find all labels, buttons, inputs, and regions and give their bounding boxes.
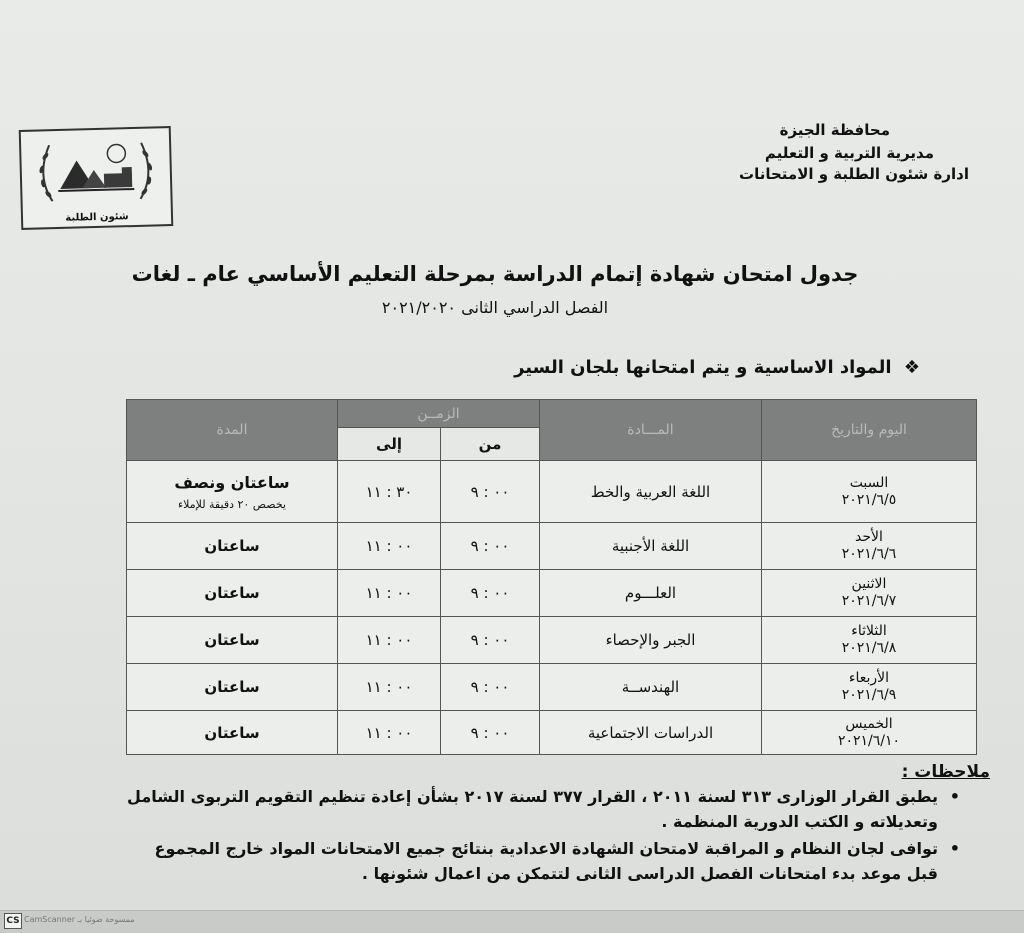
department-logo (19, 126, 174, 230)
logo-caption: شئون الطلبة (65, 211, 129, 224)
directorate-label: مديرية التربية و التعليم (764, 144, 934, 162)
duration-cell (127, 461, 338, 523)
subject-cell: اللغة العربية والخط (540, 461, 762, 523)
notes-heading: ملاحظات : (901, 762, 990, 782)
semester-subtitle: الفصل الدراسي الثانى ٢٠٢١/٢٠٢٠ (381, 298, 609, 317)
notes-list (120, 784, 960, 888)
duration-cell: ساعتان (127, 711, 338, 755)
duration-cell: ساعتان (127, 617, 338, 664)
dictation-note: يخصص ٢٠ دقيقة للإملاء (178, 497, 286, 511)
exam-date: ٢٠٢١/٦/٥ (841, 491, 897, 508)
scanner-watermark-text: CamScanner ممسوحة ضوئيا بـ (24, 915, 135, 924)
table-row (127, 523, 977, 570)
time-from-cell: ٠٠ : ٩ (441, 711, 540, 755)
day-name: الأحد (855, 529, 883, 545)
table-row (127, 570, 977, 617)
header-to: إلى (338, 428, 441, 461)
time-from-cell: ٠٠ : ٩ (441, 664, 540, 711)
bullet-dot-icon: • (949, 787, 960, 806)
subject-cell: الجبر والإحصاء (540, 617, 762, 664)
subject-group-text: المواد الاساسية و يتم امتحانها بلجان السير (514, 357, 892, 378)
time-from-cell: ٠٠ : ٩ (441, 461, 540, 523)
time-from-cell: ٠٠ : ٩ (441, 523, 540, 570)
subject-cell: الهندســة (540, 664, 762, 711)
bullet-dot-icon: • (949, 839, 960, 858)
header-subject: المـــادة (540, 400, 762, 461)
day-date-cell (762, 664, 977, 711)
camscanner-icon: CS (4, 913, 22, 929)
day-date-cell (762, 570, 977, 617)
time-to-cell: ٠٠ : ١١ (338, 617, 441, 664)
subject-group-heading (514, 357, 920, 378)
header-day-date: اليوم والتاريخ (762, 400, 977, 461)
day-name: الخميس (845, 715, 893, 732)
exam-date: ٢٠٢١/٦/٩ (841, 687, 897, 703)
document-title: جدول امتحان شهادة إتمام الدراسة بمرحلة التعليم الأساسي عام ـ لغات (131, 262, 859, 286)
diamond-bullet-icon: ❖ (903, 357, 920, 378)
note-text: يطبق القرار الوزارى ٣١٣ لسنة ٢٠١١ ، القرار ٣٧٧ لسنة ٢٠١٧ بشأن إعادة تنظيم التقويم التربوى الشامل وتعديلاته و الكتب الدورية المنظمة . (127, 787, 938, 831)
time-to-cell: ٠٠ : ١١ (338, 570, 441, 617)
subject-cell: الدراسات الاجتماعية (540, 711, 762, 755)
department-label: ادارة شئون الطلبة و الامتحانات (739, 165, 969, 183)
duration-cell: ساعتان (127, 664, 338, 711)
list-item (120, 784, 960, 834)
time-from-cell: ٠٠ : ٩ (441, 617, 540, 664)
day-name: الثلاثاء (851, 623, 887, 639)
day-date-cell (762, 523, 977, 570)
day-name: الأربعاء (848, 670, 890, 686)
time-to-cell: ٠٠ : ١١ (338, 664, 441, 711)
time-to-cell: ٣٠ : ١١ (338, 461, 441, 523)
subject-cell: العلـــوم (540, 570, 762, 617)
scanner-footer (0, 910, 1024, 933)
exam-date: ٢٠٢١/٦/٨ (841, 640, 897, 656)
day-name: الاثنين (851, 576, 887, 592)
header-time: الزمــن (338, 400, 540, 428)
list-item (120, 836, 960, 886)
exam-date: ٢٠٢١/٦/٦ (841, 546, 897, 562)
exam-date: ٢٠٢١/٦/٧ (841, 593, 897, 609)
logo-emblem-icon (21, 128, 171, 212)
governorate-label: محافظة الجيزة (779, 121, 890, 139)
header-from: من (441, 428, 540, 461)
note-text: توافى لجان النظام و المراقبة لامتحان الشهادة الاعدادية بنتائج جميع الامتحانات المواد خارج المجموع قبل موعد بدء امتحانات الفصل الدراسى الثانى لتتمكن من اعمال شئونها . (154, 839, 938, 883)
table-row (127, 461, 977, 523)
day-date-cell (762, 461, 977, 523)
exam-date: ٢٠٢١/٦/١٠ (837, 732, 901, 749)
day-name: السبت (849, 474, 889, 491)
duration-cell: ساعتان (127, 523, 338, 570)
table-row (127, 711, 977, 755)
table-row (127, 617, 977, 664)
table-row (127, 664, 977, 711)
time-to-cell: ٠٠ : ١١ (338, 711, 441, 755)
time-to-cell: ٠٠ : ١١ (338, 523, 441, 570)
header-duration: المدة (127, 400, 338, 461)
subject-cell: اللغة الأجنبية (540, 523, 762, 570)
time-from-cell: ٠٠ : ٩ (441, 570, 540, 617)
duration-cell: ساعتان (127, 570, 338, 617)
day-date-cell (762, 617, 977, 664)
day-date-cell (762, 711, 977, 755)
exam-schedule-table (126, 399, 977, 755)
duration-text: ساعتان ونصف (174, 472, 290, 492)
